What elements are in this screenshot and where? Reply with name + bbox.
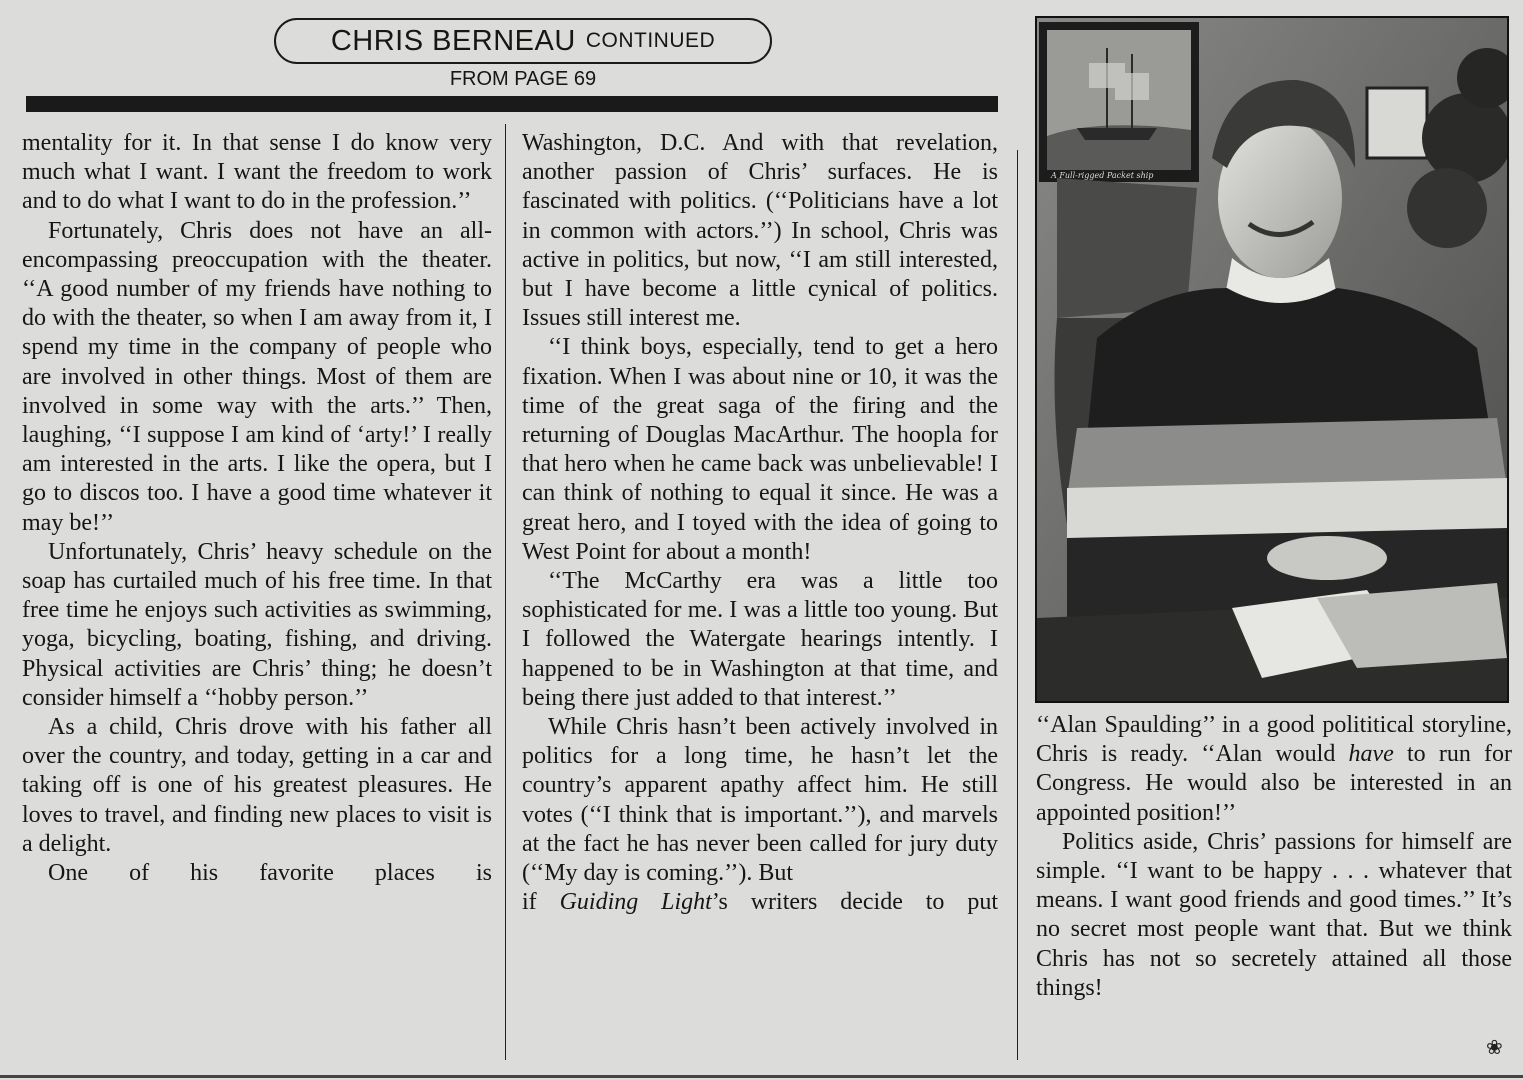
paragraph: As a child, Chris drove with his father all over the country, and today, getting in a car and taking off is one of his greatest pleasures. He loves to travel, and finding new places to visit is a delight. (22, 714, 492, 857)
paragraph: mentality for it. In that sense I do know very much what I want. I want the freedom to work and to do what I want to do in the profession.’’ (22, 130, 492, 215)
paragraph (1036, 711, 1512, 828)
paragraph: ‘‘I think boys, especially, tend to get a hero fixation. When I was about nine or 10, it was the time of the great saga of the firing and the returning of Douglas MacArthur. The hoopla for that hero when he came back was unbelievable! I can think of nothing to equal it since. He was a great hero, and I toyed with the idea of going to West Point for about a month! (522, 334, 998, 565)
end-of-article-icon: ❀ (1486, 1035, 1503, 1059)
article-column-2 (522, 129, 998, 917)
text-span: if (522, 889, 560, 916)
show-title: Guiding Light (559, 889, 712, 916)
emphasis: have (1348, 741, 1394, 768)
article-header (274, 18, 772, 64)
bottom-rule (0, 1075, 1523, 1078)
continued-label: CONTINUED (585, 29, 716, 52)
portrait-photo (1035, 16, 1509, 703)
painting-caption: A Full-rigged Packet ship (1051, 171, 1154, 180)
paragraph: Washington, D.C. And with that revelation, another passion of Chris’ surfaces. He is fascinated with politics. (‘‘Politicians have a lot in common with actors.’’) In school, Chris was active in politics, but now, ‘‘I am still interested, but I have become a little cynical of politics. Issues still interest me. (522, 130, 998, 332)
article-column-3 (1036, 711, 1512, 1003)
article-title: CHRIS BERNEAU (330, 24, 576, 57)
column-divider (1017, 150, 1018, 1060)
paragraph: Fortunately, Chris does not have an all-encompassing preoccupation with the theater. ‘‘A good number of my friends have nothing to do with the theater, so when I am away from it, I spend my time in the company of people who are involved in other things. Most of them are involved in some way with the arts.’’ Then, laughing, ‘‘I suppose I am kind of ‘arty!’ I really am interested in the arts. I like the opera, but I go to discos too. I have a good time whatever it may be!’’ (22, 217, 492, 536)
text-span: ‘‘Alan Spaulding’’ in a good polititical storyline, Chris is ready. ‘‘Alan would (1036, 712, 1512, 768)
paragraph (522, 888, 998, 917)
from-page-label: FROM PAGE 69 (449, 68, 597, 90)
paragraph: ‘‘The McCarthy era was a little too sophisticated for me. I was a little too young. But I followed the Watergate hearings intently. I happened to be in Washington at that time, and being there just added to that interest.’’ (522, 568, 998, 711)
paragraph: One of his favorite places is (48, 860, 492, 887)
column-divider (505, 124, 506, 1060)
header-rule (26, 96, 998, 112)
text-span: ’s writers decide to put (711, 889, 998, 916)
paragraph: While Chris hasn’t been actively involved in politics for a long time, he hasn’t let the country’s apparent apathy affect him. He still votes (‘‘I think that is important.’’), and marvels at the fact he has never been called for jury duty (‘‘My day is coming.’’). But (522, 714, 998, 887)
text-span: to run for Congress. He would also be interested in an appointed position!’’ (1036, 741, 1512, 826)
paragraph: Politics aside, Chris’ passions for himself are simple. ‘‘I want to be happy . . . whatever that means. I want good friends and good times.’’ It’s no secret most people want that. But we think Chris has not so secretely attained all those things! (1036, 828, 1512, 1001)
article-column-1 (22, 129, 492, 888)
paragraph: Unfortunately, Chris’ heavy schedule on the soap has curtailed much of his free time. In that free time he enjoys such activities as swimming, yoga, bicycling, boating, fishing, and driving. Physical activities are Chris’ thing; he doesn’t consider himself a ‘‘hobby person.’’ (22, 538, 492, 711)
